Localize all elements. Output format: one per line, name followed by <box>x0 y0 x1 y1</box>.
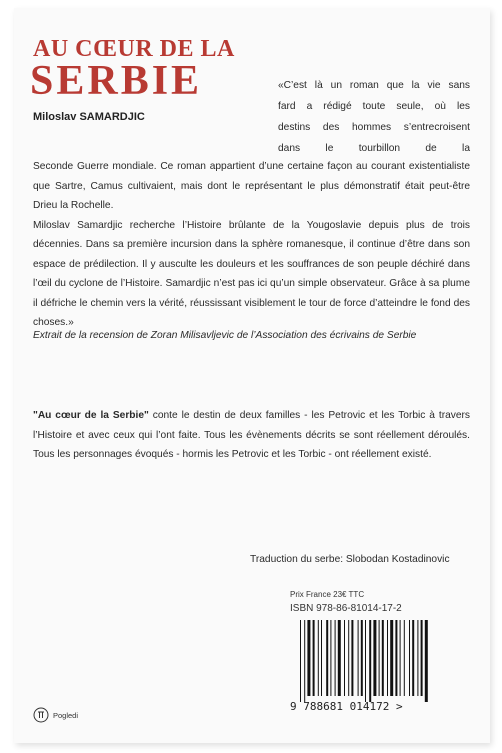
barcode-bar <box>313 620 315 696</box>
barcode-bar <box>421 620 423 696</box>
barcode-bar <box>417 620 418 696</box>
barcode-bar <box>379 620 380 696</box>
isbn-label: ISBN 978-86-81014-17-2 <box>290 603 402 614</box>
barcode-bar <box>330 620 331 696</box>
review-paragraph-2: Miloslav Samardjic recherche l’Histoire brûlante de la Yougoslavie depuis plus de trois décennies. Dans sa première incursion dans la sphère romanesque, il continue d’être dans son espace de prédilection. Il y ausculte les douleurs et les souffrances de son peuple déchiré dans l’œil du cyclone de l’Histoire. Samardjic n’est pas ici qu’un simple observateur. Grâce à sa plume il défriche le chemin vers la vérité, réussissant visiblement le tour de force d’atteindre le fond des choses.» <box>33 219 470 328</box>
barcode-bar <box>335 620 336 696</box>
review-body <box>33 157 470 333</box>
barcode-bar <box>358 620 359 696</box>
publisher-name: Pogledi <box>53 710 79 720</box>
barcode-bar <box>344 620 345 696</box>
barcode-bar <box>300 620 301 702</box>
summary-book-title: "Au cœur de la Serbie" <box>33 410 149 421</box>
barcode-bar <box>395 620 397 696</box>
barcode-bar <box>326 620 328 696</box>
publisher <box>33 706 78 724</box>
review-paragraph-1: Seconde Guerre mondiale. Ce roman appartient d’une certaine façon au courant existentialiste que Sartre, Camus cultivaient, mais dont le représentant le plus démonstratif était peut-être Drieu la Rochelle. <box>33 161 470 211</box>
barcode-bar <box>412 620 414 696</box>
barcode-bar <box>304 620 305 702</box>
barcode-bar <box>387 620 388 696</box>
book-summary <box>33 406 470 465</box>
review-line: dans le tourbillon de la <box>278 143 470 154</box>
review-line: destins des hommes s’entrecroisent <box>278 122 470 133</box>
translation-credit: Traduction du serbe: Slobodan Kostadinovic <box>250 554 450 565</box>
barcode-bar <box>361 620 363 696</box>
review-line: fard a rédigé toute seule, où les <box>278 101 470 112</box>
barcode-bar <box>404 620 405 696</box>
barcode-bar <box>351 620 353 696</box>
barcode <box>298 620 458 702</box>
barcode-bar <box>409 620 410 696</box>
barcode-digits: 9 788681 014172 > <box>290 700 403 713</box>
summary-text: conte le destin de deux familles - les Petrovic et les Torbic à travers l’Histoire et avec ceux qui l’ont faite. Tous les évènements décrits se sont réellement déroulés. Tous les personnages évoqués - hormis les Petrovic et les Torbic - ont réellement existé. <box>33 410 470 460</box>
barcode-bar <box>373 620 376 696</box>
review-line: «C’est là un roman que la vie sans <box>278 80 470 91</box>
barcode-bar <box>321 620 322 696</box>
author-name: Miloslav SAMARDJIC <box>33 111 145 123</box>
barcode-bar <box>382 620 384 696</box>
barcode-bar <box>307 620 310 696</box>
barcode-bar <box>400 620 401 696</box>
barcode-bar <box>348 620 349 696</box>
barcode-bar <box>365 620 366 702</box>
barcode-bar <box>318 620 319 696</box>
barcode-bar <box>390 620 393 696</box>
publisher-logo-icon <box>33 707 49 723</box>
title-line-1: AU CŒUR DE LA <box>33 36 235 62</box>
review-attribution: Extrait de la recension de Zoran Milisavljevic de l’Association des écrivains de Serbie <box>33 330 417 341</box>
review-opening <box>278 75 470 159</box>
barcode-bar <box>369 620 371 702</box>
barcode-bar <box>425 620 428 702</box>
title-line-2: SERBIE <box>30 58 203 104</box>
price-label: Prix France 23€ TTC <box>290 590 365 599</box>
barcode-bar <box>338 620 341 696</box>
